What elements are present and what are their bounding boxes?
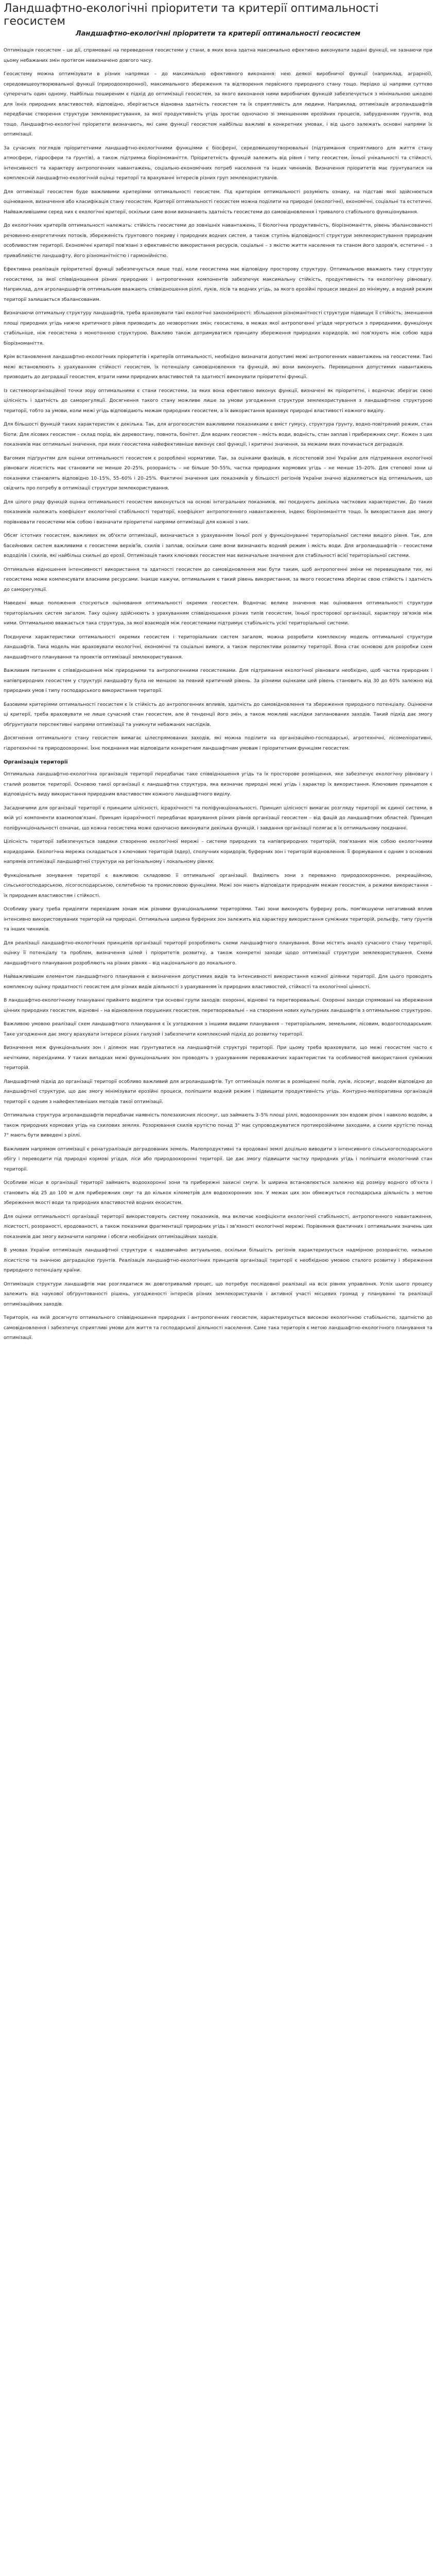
paragraph: Із системоорганізаційної точки зору оптимальними є стани геосистеми, за яких вона ефективно виконує функції, визначені як пріоритетні, і водночас зберігає свою цілісність і здатність до саморегуляції. Досягнення такого стану можливе лише за умови узгодження структури землекористування з ландшафтною структурою території, тобто за умови, коли межі угідь відповідають межам природних геосистем, а їх використання враховує природні властивості кожного виділу. [4,388,432,414]
paragraph: Для більшості функцій таких характеристик є декілька. Так, для агрогеосистем важливими показниками є вміст гумусу, структура ґрунту, водно-повітряний режим, стан біоти. Для лісових геосистем – склад порід, вік деревостану, повнота, бонітет. Для водних геосистем – якість води, водність, стан заплав і прибережних смуг. Кожен з цих показників має оптимальні значення, при яких геосистема найефективніше виконує свої функції, і критичні значення, за межами яких починається деградація. [4,422,432,447]
page-title: Ландшафтно-екологічні пріоритети та критерії оптимальності геосистем [4,2,379,28]
paragraph: Поєднуючи характеристики оптимальності окремих геосистем і територіальних систем загалом, можна розробити комплексну модель оптимальної структури ландшафтів. Така модель має враховувати екологічні, економічні та соціальні вимоги, а також перспективи розвитку території. Вона стає основою для розробки схем ландшафтного планування та проектів оптимізації землекористування. [4,634,432,660]
paragraph: Оптимальна структура агроландшафтів передбачає наявність полезахисних лісосмуг, що займають 3–5% площі ріллі, водоохоронних зон вздовж річок і навколо водойм, а також природних кормових угідь на схилових землях. Розорювання схилів крутістю понад 3° має супроводжуватися протиерозійними заходами, а схили крутістю понад 7° мають бути виведені з ріллі. [4,1113,432,1138]
paragraph: Крім встановлення ландшафтно-екологічних пріоритетів і критеріїв оптимальності, необхідно визначати допустимі межі антропогенних навантажень на геосистеми. Такі межі встановлюють з урахуванням стійкості геосистем, їх потенціалу самовідновлення та функцій, які вони виконують. Перевищення допустимих навантажень призводить до деградації геосистем, втрати ними природних властивостей та здатності виконувати пріоритетні функції. [4,354,432,380]
paragraph: Оптимізація геосистем – це дії, спрямовані на переведення геосистеми у стани, в яких вона здатна максимально ефективно виконувати задані функції, не зазнаючи при цьому небажаних змін протягом невизначено довгого часу. [4,48,432,63]
paragraph: Цілісність території забезпечується завдяки створенню екологічної мережі – системи природних та напівприродних територій, пов'язаних між собою екологічними коридорами. Екологічна мережа складається з ключових територій (ядер), сполучних коридорів, буферних зон і територій відновлення. Її формування є одним з основних напрямів оптимізації ландшафтної структури на регіональному і локальному рівнях. [4,839,432,865]
paragraph: За сучасних поглядів пріоритетними ландшафтно-екологічними функціями є біосферні, середовищеоутворювальні (підтримання сприятливого для життя стану атмосфери, гідросфери та ґрунтів), а також підтримка біорізноманіття. Пріоритетність функцій залежить від рівня і типу геосистем, їхньої унікальності та стійкості, інтенсивності та характеру антропогенних навантажень, соціально-економічних потреб населення та інших чинників. Визначення пріоритетів має ґрунтуватися на комплексній ландшафтно-екологічній оцінці території та врахуванні інтересів різних груп землекористувачів. [4,145,432,181]
paragraph: Досягнення оптимального стану геосистем вимагає цілеспрямованих заходів, які можна поділити на організаційно-господарські, агротехнічні, лісомеліоративні, гідротехнічні та природоохоронні. Їхнє поєднання має відповідати конкретним ландшафтним умовам і пріоритетним функціям геосистем. [4,736,432,751]
paragraph: Обсяг істотних геосистем, важливих як об'єкти оптимізації, визначається з урахуванням їхньої ролі у функціонуванні територіальної системи вищого рівня. Так, для басейнових систем важливими є геосистеми верхів'їв, схилів і заплав, оскільки саме вони визначають водний режим і якість води. Для агроландшафтів – геосистеми вододілів і схилів, які найбільш схильні до ерозії. Оптимізація таких ключових геосистем має визначальне значення для стабільності всієї територіальної системи. [4,533,432,558]
paragraph: Базовими критеріями оптимальності геосистем є їх стійкість до антропогенних впливів, здатність до самовідновлення та збереження природного потенціалу. Оцінюючи ці критерії, треба враховувати не лише сучасний стан геосистем, але й тенденції його змін, а також можливі наслідки запланованих заходів. Такий підхід дає змогу обґрунтувати перспективні напрями оптимізації та уникнути небажаних наслідків. [4,702,432,727]
paragraph: Визначаючи оптимальну структуру ландшафтів, треба враховувати такі екологічні закономірності: збільшення різноманітності структури підвищує її стійкість; зменшення площі природних угідь нижче критичного рівня призводить до незворотних змін; геосистема, в межах якої антропогенні угіддя чергуються з природними, функціонує стабільніше, ніж геосистема з монотонною структурою. Важливо також дотримуватися принципу збереження природних коридорів, які пов'язують між собою ядра біорізноманіття. [4,311,432,346]
paragraph: Наведені вище положення стосуються оцінювання оптимальності окремих геосистем. Водночас велике значення має оцінювання оптимальності структури територіальних систем загалом. Таку оцінку здійснюють з урахуванням співвідношення різних типів геосистем, їхньої просторової організації, характеру зв'язків між ними. Оптимальною вважається така структура, за якої взаємодія між геосистемами підтримує стабільність усієї територіальної системи. [4,601,432,626]
paragraph: Оптимальне відношення інтенсивності використання та здатності геосистем до самовідновлення має бути таким, щоб антропогенні зміни не перевищували тих, які геосистема може компенсувати власними ресурсами. Інакше кажучи, оптимальним є такий рівень використання, за якого геосистема зберігає свою стійкість і здатність до саморегуляції. [4,567,432,592]
paragraph: Оптимальна ландшафтно-екологічна організація території передбачає таке співвідношення угідь та їх просторове розміщення, яке забезпечує екологічну рівновагу і сталий розвиток території. Основою такої організації є ландшафтна структура, яка визначає природні межі угідь і характер їх використання. Ключовим принципом є відповідність виду використання природним властивостям кожного ландшафтного виділу. [4,772,432,797]
paragraph: Ландшафтний підхід до організації території особливо важливий для агроландшафтів. Тут оптимізація полягає в розміщенні полів, луків, лісосмуг, водойм відповідно до ландшафтної структури, що дає змогу мінімізувати ерозійні процеси, поліпшити водний режим і підвищити продуктивність угідь. Контурно-меліоративна організація території є одним з найефективніших методів такої оптимізації. [4,1079,432,1105]
paragraph: Для реалізації ландшафтно-екологічних принципів організації території розробляють схеми ландшафтного планування. Вони містять аналіз сучасного стану території, оцінку її потенціалу та проблем, визначення цілей і пріоритетів розвитку, а також конкретні заходи щодо оптимізації структури землекористування. Схеми ландшафтного планування розробляють на різних рівнях – від національного до локального. [4,940,432,966]
paragraph: Геосистему можна оптимізувати в різних напрямах – до максимально ефективного виконання: нею деякої виробничої функції (наприклад, аграрної), середовищеоутворювальної функції (природоохоронної), максимального збереження та відтворення первісного природного стану тощо. Нерідко ці напрями суттєво суперечать один одному. Найбільш поширеним є підхід до оптимізації геосистем, за якого виконання ними виробничих функцій забезпечується з мінімальною шкодою для їхніх природних властивостей, відповідно, зберігається відновна здатність геосистем та їх сприятливість для людини. Наприклад, оптимізація агроландшафтів передбачає створення структури землекористування, за якої продуктивність угідь зростає одночасно зі зменшенням ерозійних процесів, забрудненням ґрунтів, вод тощо. Ландшафтно-екологічні пріоритети визначають, які саме функції геосистем найбільш важливі в конкретних умовах, і від цього залежать основні напрями їх оптимізації. [4,72,432,137]
paragraph: Для оптимізації геосистем буде важливими критеріями оптимальності геосистем. Під критерієм оптимальності розуміють ознаку, на підставі якої здійснюється оцінювання, визначення або класифікація стану геосистем. Критерії оптимальності геосистем можна поділити на природні (екологічні), економічні, соціальні та естетичні. Найважливішими серед них є екологічні критерії, оскільки саме вони визначають здатність геосистеми до самовідновлення і тривалого стабільного функціонування. [4,189,432,215]
paragraph: До екологічних критеріїв оптимальності належать: стійкість геосистеми до зовнішніх навантажень, її біологічна продуктивність, біорізноманіття, рівень збалансованості речовинно-енергетичних потоків, збереженість ґрунтового покриву і природних водних систем, а також ступінь відповідності структури землекористування природним особливостям території. Економічні критерії пов'язані з ефективністю використання ресурсів, соціальні – з якістю життя населення та станом його здоров'я, естетичні – з привабливістю ландшафту, його різноманітністю і гармонійністю. [4,223,432,259]
article-section [4,46,432,754]
paragraph: Для оцінки оптимальності організації території використовують систему показників, яка включає коефіцієнти екологічної стабільності, антропогенного навантаження, лісистості, розораності, еродованості, а також показники фрагментації природних угідь і зв'язності екологічної мережі. Порівняння фактичних і оптимальних значень цих показників дає змогу визначити напрями і обсяги необхідних оптимізаційних заходів. [4,1214,432,1240]
article-subtitle: Ландшафтно-екологічні пріоритети та критерії оптимальності геосистем [75,30,361,38]
paragraph: Особливу увагу треба приділяти перехідним зонам між різними функціональними територіями. Такі зони виконують буферну роль, пом'якшуючи негативний вплив інтенсивно використовуваних територій на природні. Оптимальна ширина буферних зон залежить від характеру використання суміжних територій, рельєфу, типу ґрунтів та інших чинників. [4,907,432,932]
paragraph: Територія, на якій досягнуто оптимального співвідношення природних і антропогенних геосистем, характеризується високою екологічною стабільністю, здатністю до самовідновлення і забезпечує сприятливі умови для життя та господарської діяльності населення. Саме така територія є метою ландшафтно-екологічного планування та оптимізації. [4,1315,432,1341]
paragraph: Вагомим підґрунтям для оцінки оптимальності геосистем є розроблені нормативи. Так, за оцінками фахівців, в лісостеповій зоні України для підтримання екологічної рівноваги лісистість має становити не менше 20–25%, розораність – не більше 50–55%, частка природних кормових угідь – не менше 15–20%. Для степової зони ці показники становлять відповідно 10–15%, 55–60% і 20–25%. Фактичні значення цих показників у більшості регіонів України значно відхиляються від оптимальних, що свідчить про потребу в оптимізації структури землекористування. [4,455,432,491]
paragraph: Особливе місце в організації території займають водоохоронні зони та прибережні захисні смуги. Їх ширина встановлюється залежно від розміру водного об'єкта і становить від 25 до 100 м для прибережних смуг та до кількох кілометрів для водоохоронних зон. У межах цих зон обмежується господарська діяльність з метою збереження якості води та природних властивостей водних екосистем. [4,1180,432,1206]
article-body [4,46,432,1344]
paragraph: Ефективна реалізація пріоритетної функції забезпечується лише тоді, коли геосистема має відповідну просторову структуру. Оптимальною вважають таку структуру геосистеми, за якої співвідношення різних природних і антропогенних компонентів забезпечує максимальну стійкість, продуктивність та екологічну рівновагу. Наприклад, для агроландшафтів оптимальним вважають співвідношення ріллі, луків, лісів та водних угідь, за якого ерозійні процеси зведені до мінімуму, а водний режим території залишається збалансованим. [4,267,432,302]
paragraph: Важливим питанням є співвідношення між природними та антропогенними геосистемами. Для підтримання екологічної рівноваги необхідно, щоб частка природних і напівприродних геосистем у структурі ландшафту була не меншою за певний критичний рівень. За різними оцінками цей рівень становить від 30 до 60% залежно від природних умов і типу господарського використання території. [4,668,432,693]
paragraph: Важливим напрямом оптимізації є ренатуралізація деградованих земель. Малопродуктивні та еродовані землі доцільно виводити з інтенсивного сільськогосподарського обігу і переводити під природні кормові угіддя, ліси або природоохоронні території. Це дає змогу підвищити частку природних угідь і поліпшити екологічний стан території. [4,1146,432,1172]
paragraph: Оптимізація структури ландшафтів має розглядатися як довготривалий процес, що потребує послідовної реалізації на всіх рівнях управління. Успіх цього процесу залежить від наукової обґрунтованості рішень, узгодженості інтересів різних землекористувачів і активної участі місцевих громад у плануванні та реалізації оптимізаційних заходів. [4,1281,432,1307]
paragraph: Засадничими для організації території є принципи цілісності, ієрархічності та поліфункціональності. Принцип цілісності вимагає розгляду території як єдиної системи, в якій усі компоненти взаємопов'язані. Принцип ієрархічності передбачає врахування різних рівнів організації геосистем – від фацій до ландшафтних областей. Принцип поліфункціональності означає, що кожна геосистема може одночасно виконувати декілька функцій, і завдання організації полягає в їх оптимальному поєднанні. [4,805,432,831]
paragraph: В умовах України оптимізація ландшафтної структури є надзвичайно актуальною, оскільки більшість регіонів характеризується надмірною розораністю, низькою лісистістю та значною деградацією ґрунтів. Реалізація ландшафтно-екологічних принципів організації території є необхідною умовою сталого розвитку і збереження природного потенціалу країни. [4,1248,432,1273]
paragraph: В ландшафтно-екологічному плануванні прийнято виділяти три основні групи заходів: охоронні, відновні та перетворювальні. Охоронні заходи спрямовані на збереження цінних природних геосистем, відновні – на відновлення порушених геосистем, перетворювальні – на створення нових культурних ландшафтів з оптимальною структурою. [4,998,432,1013]
article-section [4,757,432,1344]
paragraph: Функціональне зонування території є важливою складовою її оптимальної організації. Виділяють зони з переважно природоохоронною, рекреаційною, сільськогосподарською, лісогосподарською, селитебною та промисловою функціями. Межі зон мають відповідати природним межам геосистем, а режими використання – їх природним властивостям і стійкості. [4,873,432,899]
section-heading: Організація території [4,759,68,765]
paragraph: Визначення меж функціональних зон і ділянок має ґрунтуватися на ландшафтній структурі території. При цьому треба враховувати, що межі геосистем часто є нечіткими, перехідними. У таких випадках межі функціональних зон проводять з урахуванням переважаючих характеристик та особливостей використання суміжних територій. [4,1045,432,1071]
paragraph: Важливою умовою реалізації схем ландшафтного планування є їх узгодження з іншими видами планування – територіальним, земельним, лісовим, водогосподарським. Таке узгодження дає змогу врахувати інтереси різних галузей і забезпечити комплексний підхід до розвитку території. [4,1022,432,1037]
paragraph: Найважливішим елементом ландшафтного планування є визначення допустимих видів та інтенсивності використання кожної ділянки території. Для цього проводять комплексну оцінку придатності геосистем для різних видів діяльності з урахуванням їх природних властивостей, стійкості та екологічної цінності. [4,974,432,990]
paragraph: Для цілого ряду функцій оцінка оптимальності геосистем виконується на основі інтегральних показників, які поєднують декілька часткових характеристик. До таких показників належать коефіцієнт екологічної стабільності території, коефіцієнт антропогенного навантаження, індекс біорізноманіття тощо. Їх використання дає змогу порівнювати геосистеми між собою і визначати пріоритетні напрями оптимізації для кожної з них. [4,499,432,525]
